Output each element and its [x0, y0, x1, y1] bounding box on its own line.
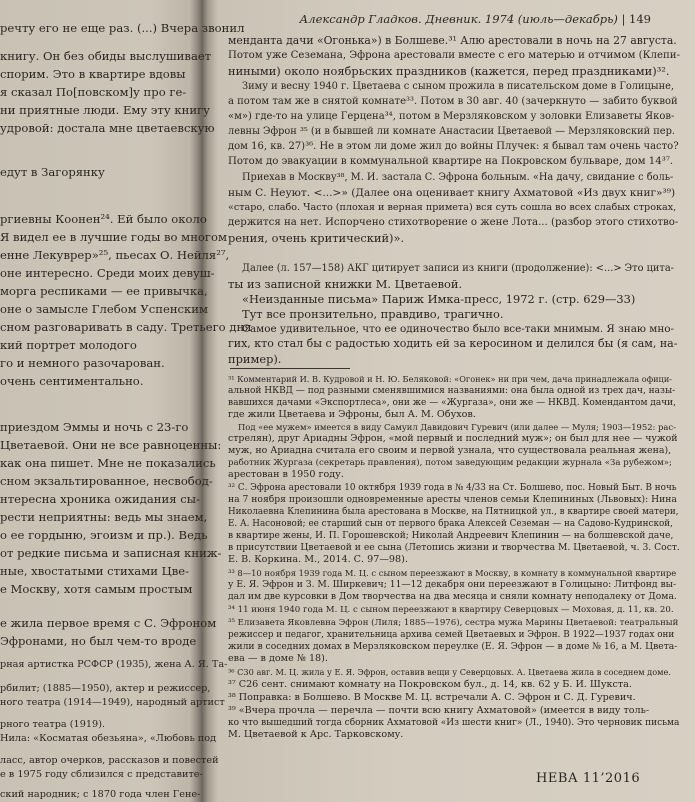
footnote-line: в присутствии Цветаевой и ее сына (Летопись жизни и творчества М. Цветаевой, ч. 3. Сост. [228, 542, 680, 553]
footnote-line: ³⁷ С26 сент. снимают комнату на Покровском бул., д. 14, кв. 62 у Б. И. Шукста. [228, 679, 632, 690]
footnote-line: альной НКВД — под разными сменявшимися названиями: она была одной из трех дач, назы- [228, 386, 676, 396]
left-line: Эфронами, но был чем-то вроде [0, 634, 197, 648]
text-line: пример). [228, 352, 282, 366]
left-line: оне о замысле Глебом Успенским [0, 302, 209, 316]
left-footnote-line: ного театра (1914—1949), народный артист [0, 697, 225, 708]
text-line: Самое удивительное, что ее одиночество было все-таки мнимым. Я знаю мно- [242, 323, 675, 335]
footnote-line: ³² С. Эфрона арестовали 10 октября 1939 года в № 4/33 на Ст. Болшево, пос. Новый Быт. В ночь [228, 483, 677, 493]
footnote-line: в квартире жены, И. П. Горошевской; Николай Андреевич Клепинин — на болшевской даче, [228, 531, 674, 541]
text-line: дом 16, кв. 27)³⁶. Не в этом ли доме жил до войны Плучек: я бывал там очень часто? [228, 141, 679, 152]
text-line: Тут все пронзительно, правдиво, трагично. [242, 307, 504, 321]
text-line: Далее (л. 157—158) АКГ цитирует записи из книги (продолжение): <...> Это цита- [242, 263, 674, 274]
left-line: от редкие письма и записная книж- [0, 546, 222, 560]
text-line: рения, очень критический)». [228, 231, 405, 245]
left-footnote-line: е в 1975 году сблизился с представите- [0, 769, 203, 780]
text-line: держится на нет. Испорчено стихотворение о жене Лота... (разбор этого стихотво- [228, 217, 679, 228]
footnote-line: ко что вышедший тогда сборник Ахматовой «Из шести книг» (Л., 1940). Это черновик письма [228, 718, 680, 728]
footnote-line: Е. А. Насоновой; ее старший сын от первого брака Алексей Сеземан — на Садово-Кудринской, [228, 519, 673, 529]
left-line: ргиевны Коонен²⁴. Ей было около [0, 212, 207, 226]
left-line: го и немного разочарован. [0, 356, 165, 370]
text-line: левны Эфрон ³⁵ (и в бывшей ли комнате Анастасии Цветаевой — Мерзляковский пер. [228, 126, 675, 137]
footnote-line: дал им две курсовки в Дом творчества на два месяца и сняли комнату неподалеку от Дома. [228, 591, 677, 602]
text-line: Приехав в Москву³⁸, М. И. застала С. Эфрона больным. «На дачу, свидание с боль- [242, 172, 674, 183]
left-line: морга респиками — ее привычка, [0, 284, 208, 298]
left-line: оне интересно. Среди моих девуш- [0, 266, 215, 280]
footnote-line: у Е. Я. Эфрон и З. М. Ширкевич; 11—12 декабря они переезжают в Голицыно: Литфонд вы- [228, 579, 677, 590]
left-line: приездом Эммы и ночь с 23-го [0, 420, 189, 434]
left-line: как она пишет. Мне не показались [0, 456, 216, 470]
left-line: Я видел ее в лучшие годы во многом [0, 230, 227, 244]
footnote-line: ³⁸ Поправка: в Болшево. В Москве М. Ц. встречали А. С. Эфрон и С. Д. Гуревич. [228, 692, 636, 703]
left-page-fragment [0, 0, 252, 800]
footnote-line: Николаевна Клепинина была арестована в Москве, на Пятницкой ул., в квартире своей матери, [228, 507, 679, 517]
text-line: Зиму и весну 1940 г. Цветаева с сыном прожила в писательском доме в Голицыне, [242, 81, 675, 92]
footnote-line: режиссер и педагог, хранительница архива семей Цветаевых и Эфрон. В 1922—1937 годах они [228, 630, 675, 640]
left-line: кий портрет молодого [0, 338, 137, 352]
left-line: спорим. Это в квартире вдовы [0, 67, 186, 81]
header-separator: | [621, 12, 626, 26]
footnote-line: М. Цветаевой к Арс. Тарковскому. [228, 729, 404, 740]
left-footnote-line: рного театра (1919). [0, 719, 106, 730]
left-line: удровой: достала мне цветаевскую [0, 121, 215, 135]
text-line: ниными) около ноябрьских праздников (кажется, перед праздниками)³². [228, 64, 670, 78]
page-number: 149 [629, 12, 651, 26]
footnote-line: жили в соседних домах в Мерзляковском переулке (Е. Я. Эфрон — в доме № 16, а М. Цвета- [228, 641, 678, 652]
footnote-line: где жили Цветаева и Эфроны, был А. М. Обухов. [228, 409, 476, 420]
footnote-divider [230, 368, 350, 369]
footnote-line: работник Жургаза (секретарь правления), потом заведующим редакции журнала «За рубежом»; [228, 458, 672, 468]
left-line: сном разговаривать в саду. Третьего дня [0, 320, 252, 334]
text-line: а потом там же в снятой комнате³³. Потом в 30 авг. 40 (зачеркнуто — забито буквой [228, 96, 678, 107]
left-line: ные, хвостатыми стихами Цве- [0, 564, 190, 578]
footnote-line: ³⁵ Елизавета Яковлевна Эфрон (Лиля; 1885—1976), сестра мужа Марины Цветаевой: театральный [228, 618, 679, 628]
text-line: гих, кто стал бы с радостью ходить ей за керосином и делился бы (я сам, на- [228, 337, 678, 350]
text-line: «м») где-то на улице Герцена³⁴, потом в Мерзляковском у золовки Елизаветы Яков- [228, 111, 675, 122]
left-line: нтересна хроника ожидания сы- [0, 492, 200, 506]
text-line: Потом до эвакуации в коммунальной квартире на Покровском бульваре, дом 14³⁷. [228, 156, 674, 167]
footnote-line: ³⁹ «Вчера прочла — перечла — почти всю книгу Ахматовой» (имеется в виду толь- [228, 705, 650, 716]
left-line: речту его не еще раз. (...) Вчера звонил [0, 21, 245, 35]
left-line: ни приятные люди. Ему эту книгу [0, 103, 210, 117]
right-page [228, 0, 683, 800]
left-footnote-line: ласс, автор очерков, рассказов и повестей [0, 755, 219, 766]
footnote-line: ³⁴ 11 июня 1940 года М. Ц. с сыном переезжают в квартиру Северцовых — Моховая, д. 11, кв. 20. [228, 605, 674, 615]
left-line: книгу. Он без обиды выслушивает [0, 49, 212, 63]
footnote-line: на 7 ноября произошли одновременные аресты членов семьи Клепининых (Львовых): Нина [228, 494, 677, 505]
footnote-line: ³⁶ С30 авг. М. Ц. жила у Е. Я. Эфрон, оставив вещи у Северцовых. А. Цветаева жила в соседнем доме. [228, 667, 671, 677]
left-line: е жила первое время с С. Эфроном [0, 616, 217, 630]
running-title: Александр Гладков. Дневник. 1974 (июль—декабрь) [299, 12, 618, 26]
text-line: Потом уже Сеземана, Эфрона арестовали вместе с его матерью и отчимом (Клепи- [228, 50, 681, 61]
footnote-line: муж, но Ариадна считала его своим и первой узнала, что существовала реальная жена), [228, 445, 672, 456]
left-footnote-line: рбилит; (1885—1950), актер и режиссер, [0, 683, 211, 694]
text-line: «старо, слабо. Часто (плохая и верная примета) вся суть сошла во всех слабых строках, [228, 202, 677, 213]
footnote-line: ³³ 8—10 ноября 1939 года М. Ц. с сыном переезжают в Москву, в комнату в коммунальной квартире [228, 568, 677, 578]
text-line: «Неизданные письма» Париж Имка-пресс, 1972 г. (стр. 629—33) [242, 292, 636, 306]
left-footnote-line: Нила: «Косматая обезьяна», «Любовь под [0, 733, 217, 744]
left-line: енне Лекуврер»²⁵, пьесах О. Нейля²⁷, [0, 248, 230, 262]
left-line: сном экзальтированное, несвобод- [0, 474, 213, 488]
left-line: едут в Загорянку [0, 165, 105, 179]
footnote-line: ева — в доме № 18). [228, 653, 328, 664]
footnote-line: Е. В. Коркина. М., 2014. С. 97—98). [228, 554, 408, 565]
journal-footer: НЕВА 11’2016 [536, 771, 641, 786]
left-line: о ее гордыню, эгоизм и пр.). Ведь [0, 528, 208, 542]
left-footnote-line: рная артистка РСФСР (1935), жена А. Я. Та- [0, 659, 228, 670]
footnote-line: ³¹ Комментарий И. В. Кудровой и Н. Ю. Беляковой: «Огонек» ни при чем, дача принадлежала офици- [228, 374, 673, 384]
left-line: рести неприятны: ведь мы знаем, [0, 510, 208, 524]
left-line: е Москву, хотя самым простым [0, 582, 193, 596]
left-line: очень сентиментально. [0, 374, 144, 388]
text-line: ным С. Неуют. <...>» (Далее она оценивает книгу Ахматовой «Из двух книг»³⁹) [228, 187, 676, 199]
left-line: я сказал По[повском]у про ге- [0, 85, 187, 99]
running-header [300, 12, 651, 26]
left-line: Цветаевой. Они не все равноценны: [0, 438, 222, 452]
footnote-line: Под «ее мужем» имеется в виду Самуил Давидович Гуревич (или далее — Муля; 1903—1952: рас- [238, 422, 676, 432]
footnote-line: арестован в 1950 году. [228, 469, 344, 480]
footnote-line: вавшихся дачами «Экспортлеса», они же — «Жургаза», они же — НКВД. Комендантом дачи, [228, 398, 677, 408]
footnote-line: стрелян), друг Ариадны Эфрон, «мой первый и последний муж»; он был для нее — чужой [228, 433, 678, 444]
text-line: мендантa дачи «Огонька») в Болшеве.³¹ Алю арестовали в ночь на 27 августа. [228, 34, 677, 47]
left-footnote-line: ский народник; с 1870 года член Гене- [0, 789, 201, 800]
text-line: ты из записной книжки М. Цветаевой. [228, 277, 463, 291]
